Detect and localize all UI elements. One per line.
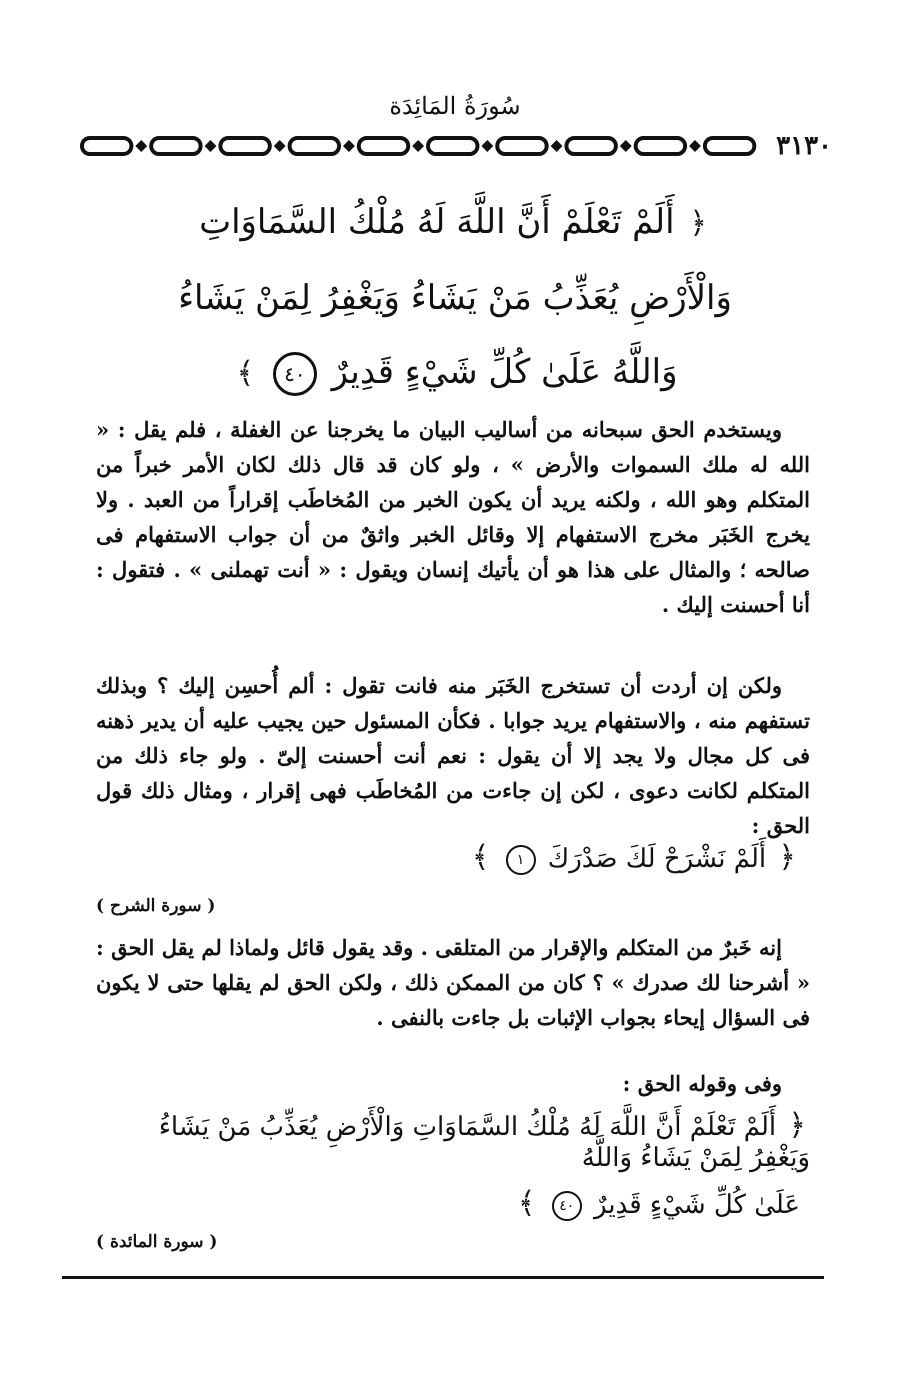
page-number: ٣١٣٠ [776, 131, 832, 161]
quote-maidah-ayah-marker: ٤٠ [552, 1191, 582, 1221]
quote-maidah-open-bracket: ﴿ [788, 1108, 806, 1143]
quote-sharh-close-bracket: ﴾ [471, 840, 490, 875]
paragraph-3-text: إنه خَبرٌ من المتكلم والإقرار من المتلقى . وقد يقول قائل ولماذا لم يقل الحق : « أشرحنا لك صدرك » ؟ كان من الممكن ذلك ، ولكن الحق لم يقلها حتى لا يكون فى السؤال إيحاء بجواب الإثبات بل جاءت بالنفى . [96, 935, 810, 1030]
quote-sharh-open-bracket: ﴿ [778, 840, 796, 875]
surah-title: سُورَةُ المَائِدَة [389, 92, 521, 120]
quote-sharh-ayah-marker: ١ [506, 845, 536, 875]
paragraph-2-text: ولكن إن أردت أن تستخرج الخَبَر منه فانت تقول : ألم أُحسِن إليك ؟ وبذلك تستفهم منه ، والاستفهام يريد جوابا . فكأن المسئول حين يجيب عليه أن يدير ذهنه فى كل مجال ولا يجد إلا أن يقول : نعم أنت أحسنت إلىّ . ولو جاء ذلك من المتكلم لكانت دعوى ، لكن إن جاءت من المُخاطَب فهى إقرار ، ومثال ذلك قول الحق : [96, 673, 810, 838]
quran-verse-block [150, 185, 760, 411]
ayah-number-marker: ٤٠ [273, 352, 317, 396]
source-sharh: ( سورة الشرح ) [96, 896, 216, 916]
chain-ornament-icon [78, 132, 770, 160]
paragraph-1-text: ويستخدم الحق سبحانه من أساليب البيان ما يخرجنا عن الغفلة ، فلم يقل : « الله له ملك السموات والأرض » ، ولو كان قد قال ذلك لكان الأمر خبراً من المتكلم وهو الله ، ولكنه يريد أن يكون الخبر من المُخاطَب إقراراً من العبد . ولا يخرج الخَبَر مخرج الاستفهام إلا وقائل الخبر واثقٌ من أن جواب الاستفهام فى صالحه ؛ والمثال على هذا هو أن يأتيك إنسان ويقول : « أنت تهملنى » . فتقول : أنا أحسنت إليك . [96, 417, 811, 617]
paragraph-2 [96, 668, 810, 843]
verse-open-bracket: ﴿ [689, 206, 707, 241]
quote-maidah-text-1: أَلَمْ تَعْلَمْ أَنَّ اللَّهَ لَهُ مُلْكُ السَّمَاوَاتِ وَالْأَرْضِ يُعَذِّبُ مَنْ يَشَاءُ وَيَغْفِرُ لِمَنْ يَشَاءُ وَاللَّهُ [158, 1112, 810, 1173]
quote-sharh [400, 840, 800, 875]
quote-sharh-text: أَلَمْ نَشْرَحْ لَكَ صَدْرَكَ [547, 844, 767, 874]
verse-text: أَلَمْ تَعْلَمْ أَنَّ اللَّهَ لَهُ مُلْكُ السَّمَاوَاتِ وَالْأَرْضِ يُعَذِّبُ مَنْ يَشَاءُ وَيَغْفِرُ لِمَنْ يَشَاءُ وَاللَّهُ عَلَىٰ كُلِّ شَيْءٍ قَدِيرٌ [178, 202, 732, 392]
header-ornament-row [78, 132, 838, 160]
quote-maidah-line-1 [96, 1108, 810, 1173]
footer-divider [62, 1276, 824, 1279]
paragraph-4 [96, 1066, 810, 1101]
paragraph-4-text: وفى وقوله الحق : [622, 1071, 782, 1096]
quote-maidah-line-2 [500, 1186, 800, 1221]
paragraph-3 [96, 930, 810, 1035]
paragraph-1 [96, 412, 810, 622]
quote-maidah-close-bracket: ﴾ [517, 1186, 536, 1221]
quote-maidah-text-2: عَلَىٰ كُلِّ شَيْءٍ قَدِيرٌ [594, 1190, 800, 1220]
source-maidah: ( سورة المائدة ) [96, 1232, 218, 1252]
verse-close-bracket: ﴾ [236, 356, 255, 391]
